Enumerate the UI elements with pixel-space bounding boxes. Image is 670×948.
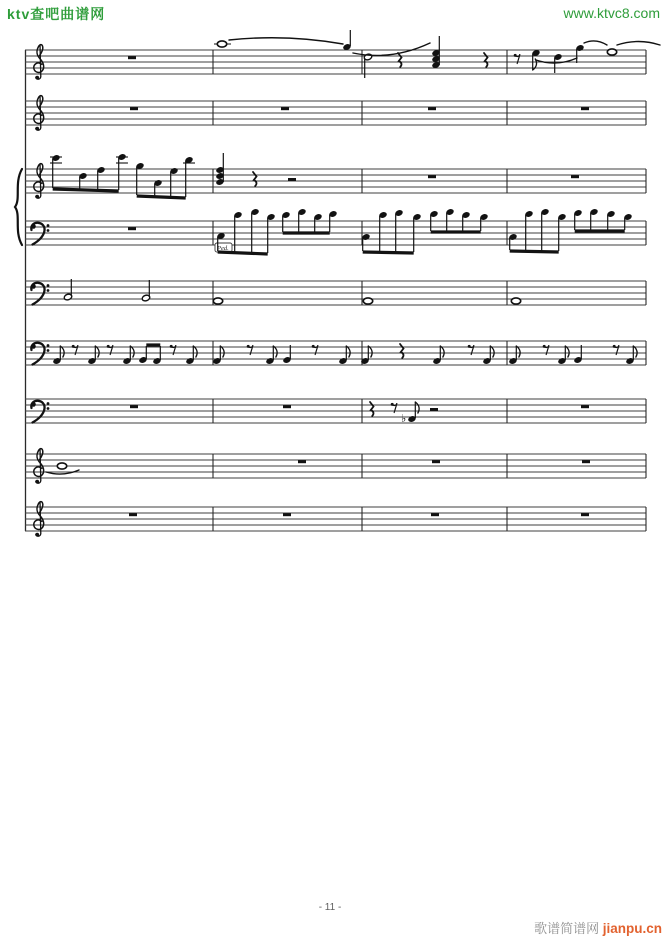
staff-5 (25, 279, 646, 305)
site-watermark-left: ktv查吧曲谱网 (7, 6, 106, 22)
svg-text:Ped.: Ped. (217, 245, 229, 252)
staff-8 (25, 449, 646, 484)
staff-2 (25, 96, 646, 131)
site-watermark-right: www.ktvc8.com (563, 5, 660, 21)
staff-1 (25, 30, 660, 80)
footer-site-name: 歌谱简谱网 (534, 921, 600, 936)
piano-brace (15, 169, 22, 245)
staff-7 (25, 399, 646, 425)
staff-4 (25, 208, 646, 254)
footer-site-credit (534, 918, 662, 937)
page-number: - 11 - (318, 902, 342, 913)
staff-9 (25, 502, 646, 537)
footer-site-url: jianpu.cn (602, 921, 662, 936)
staff-3 (25, 153, 646, 199)
staff-6 (25, 341, 646, 365)
svg-text:♭: ♭ (401, 412, 407, 425)
